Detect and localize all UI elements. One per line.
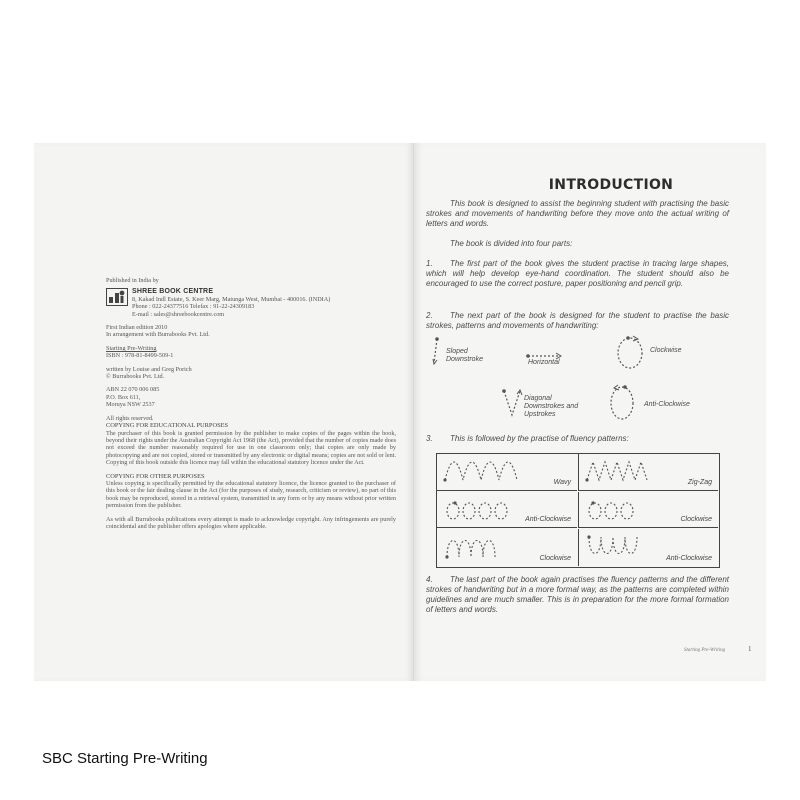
fluency-cell-wavy xyxy=(437,454,577,491)
edu-text: The purchaser of this book is granted permission by the publisher to make copies of the pages within the book, beyond their rights under the Australian Copyright Act 1968 (the Act), provided that the number of copies made does not exceed the number reasonably required for use in one classroom only; that copies are only made by photocopying and are not copied, stored or transmitted by any electronic or digital means; copies are not sold or lent. Copying of this book outside this licence may fall within the educational statutory licence under the Act. xyxy=(106,429,396,467)
fluency-label-zigzag: Zig-Zag xyxy=(687,478,712,486)
fluency-label-wavy: Wavy xyxy=(553,478,571,486)
published-in: Published in India by xyxy=(106,277,159,284)
authors: written by Louise and Greg Porich xyxy=(106,365,192,373)
edu-heading: COPYING FOR EDUCATIONAL PURPOSES xyxy=(106,422,229,430)
fluency-cell-anticlockwise-2 xyxy=(578,529,718,566)
anticlockwise-cups-icon xyxy=(585,533,675,561)
isbn: ISBN : 978-81-8499-509-1 xyxy=(106,352,174,360)
item-3-num: 3. xyxy=(426,434,433,443)
other-heading: COPYING FOR OTHER PURPOSES xyxy=(106,472,205,480)
publisher-row xyxy=(106,288,396,318)
stroke-label-anticlockwise: Anti-Clockwise xyxy=(644,401,690,408)
intro-paragraph xyxy=(426,199,729,229)
po-box: P.O. Box 611, xyxy=(106,393,141,401)
page-footer: Starting Pre-Writing xyxy=(684,648,726,653)
item-1 xyxy=(426,259,729,289)
page-number: 1 xyxy=(748,645,752,653)
copyright: © Burrabooks Pvt. Ltd. xyxy=(106,373,165,381)
parts-paragraph xyxy=(426,239,729,249)
stroke-label-diagonal: Diagonal Downstrokes and Upstrokes xyxy=(524,395,579,418)
clockwise-loops-icon xyxy=(585,496,675,524)
fluency-label-clockwise-2: Clockwise xyxy=(539,554,571,562)
book-title: Starting Pre-Writing xyxy=(106,344,157,352)
publisher-logo-icon xyxy=(106,288,128,306)
fluency-label-clockwise-1: Clockwise xyxy=(680,516,712,523)
publisher-email: E-mail : sales@shreebookcentre.com xyxy=(132,310,225,318)
rights: All rights reserved. xyxy=(106,414,154,422)
item-2-text: The next part of the book is designed for the student to practise the basic strokes, patterns and movements of handwriting: xyxy=(426,311,729,330)
right-page xyxy=(414,143,766,681)
edition: First Indian edition 2010 xyxy=(106,324,168,332)
item-4 xyxy=(426,575,729,615)
item-1-text: The first part of the book gives the student practise in tracing large shapes, which will help develop eye-hand coordination. The student should also be encouraged to use the correct posture, paper positioning and pencil grip. xyxy=(426,259,729,288)
city: Moruya NSW 2537 xyxy=(106,401,155,409)
item-3-text: This is followed by the practise of fluency patterns: xyxy=(450,434,629,443)
item-2-num: 2. xyxy=(426,311,433,320)
arrangement: In arrangement with Burrabooks Pvt. Ltd. xyxy=(106,331,210,339)
fluency-cell-anticlockwise-1 xyxy=(437,492,577,529)
publisher-details xyxy=(132,288,330,318)
other-text: Unless copying is specifically permitted by the educational statutory licence, the licence granted to the purchaser of this book or the fair dealing clause in the Act (for the purposes of study, research, criticism or review), no part of this book may be reproduced, stored in a retrieval system, transmitted in any form or by any means without prior written permission from the publisher. xyxy=(106,479,396,510)
clockwise-arches-icon xyxy=(443,533,533,561)
stroke-label-horizontal: Horizontal xyxy=(528,359,560,366)
publisher-phone: Phone : 022-24377516 Telefax : 91-22-24309183 xyxy=(132,303,255,311)
fluency-cell-clockwise-2 xyxy=(437,529,577,566)
fluency-cell-zigzag xyxy=(578,454,718,491)
parts-text: The book is divided into four parts: xyxy=(450,239,573,248)
stroke-label-clockwise: Clockwise xyxy=(650,347,682,354)
publisher-address: 8, Kakad Indl Estate, S. Keer Marg, Matunga West, Mumbai - 400016. (INDIA) xyxy=(132,295,331,303)
item-4-num: 4. xyxy=(426,575,433,584)
fluency-cell-clockwise-1 xyxy=(578,492,718,529)
item-2 xyxy=(426,311,729,331)
fluency-label-anticlockwise-1: Anti-Clockwise xyxy=(525,516,571,523)
item-1-num: 1. xyxy=(426,259,433,268)
wavy-pattern-icon xyxy=(443,458,533,486)
page-title: INTRODUCTION xyxy=(548,177,674,193)
stroke-label-sloped: Sloped Downstroke xyxy=(446,348,483,363)
fluency-label-anticlockwise-2: Anti-Clockwise xyxy=(666,554,712,562)
abn: ABN 22 070 006 085 xyxy=(106,386,160,394)
item-3 xyxy=(426,434,729,444)
ack-text: As with all Burrabooks publications every attempt is made to acknowledge copyright. Any infringements are purely coincidental and the publisher offers apologies where applicable. xyxy=(106,515,396,530)
fluency-patterns-table xyxy=(436,453,720,568)
zigzag-pattern-icon xyxy=(585,458,675,486)
left-page xyxy=(34,143,414,681)
anticlockwise-loops-icon xyxy=(443,496,533,524)
product-caption: SBC Starting Pre-Writing xyxy=(42,750,208,767)
publisher-name: SHREE BOOK CENTRE xyxy=(132,288,214,296)
imprint-block xyxy=(106,277,396,530)
intro-text: This book is designed to assist the beginning student with practising the basic strokes and movements of handwriting before they move onto the actual writing of letters and words. xyxy=(426,199,729,228)
item-4-text: The last part of the book again practises the fluency patterns and the different strokes of handwriting but in a more formal way, as the patterns are completed within guidelines and are much smaller. This is in preparation for the more formal formation of letters and words. xyxy=(426,575,729,614)
